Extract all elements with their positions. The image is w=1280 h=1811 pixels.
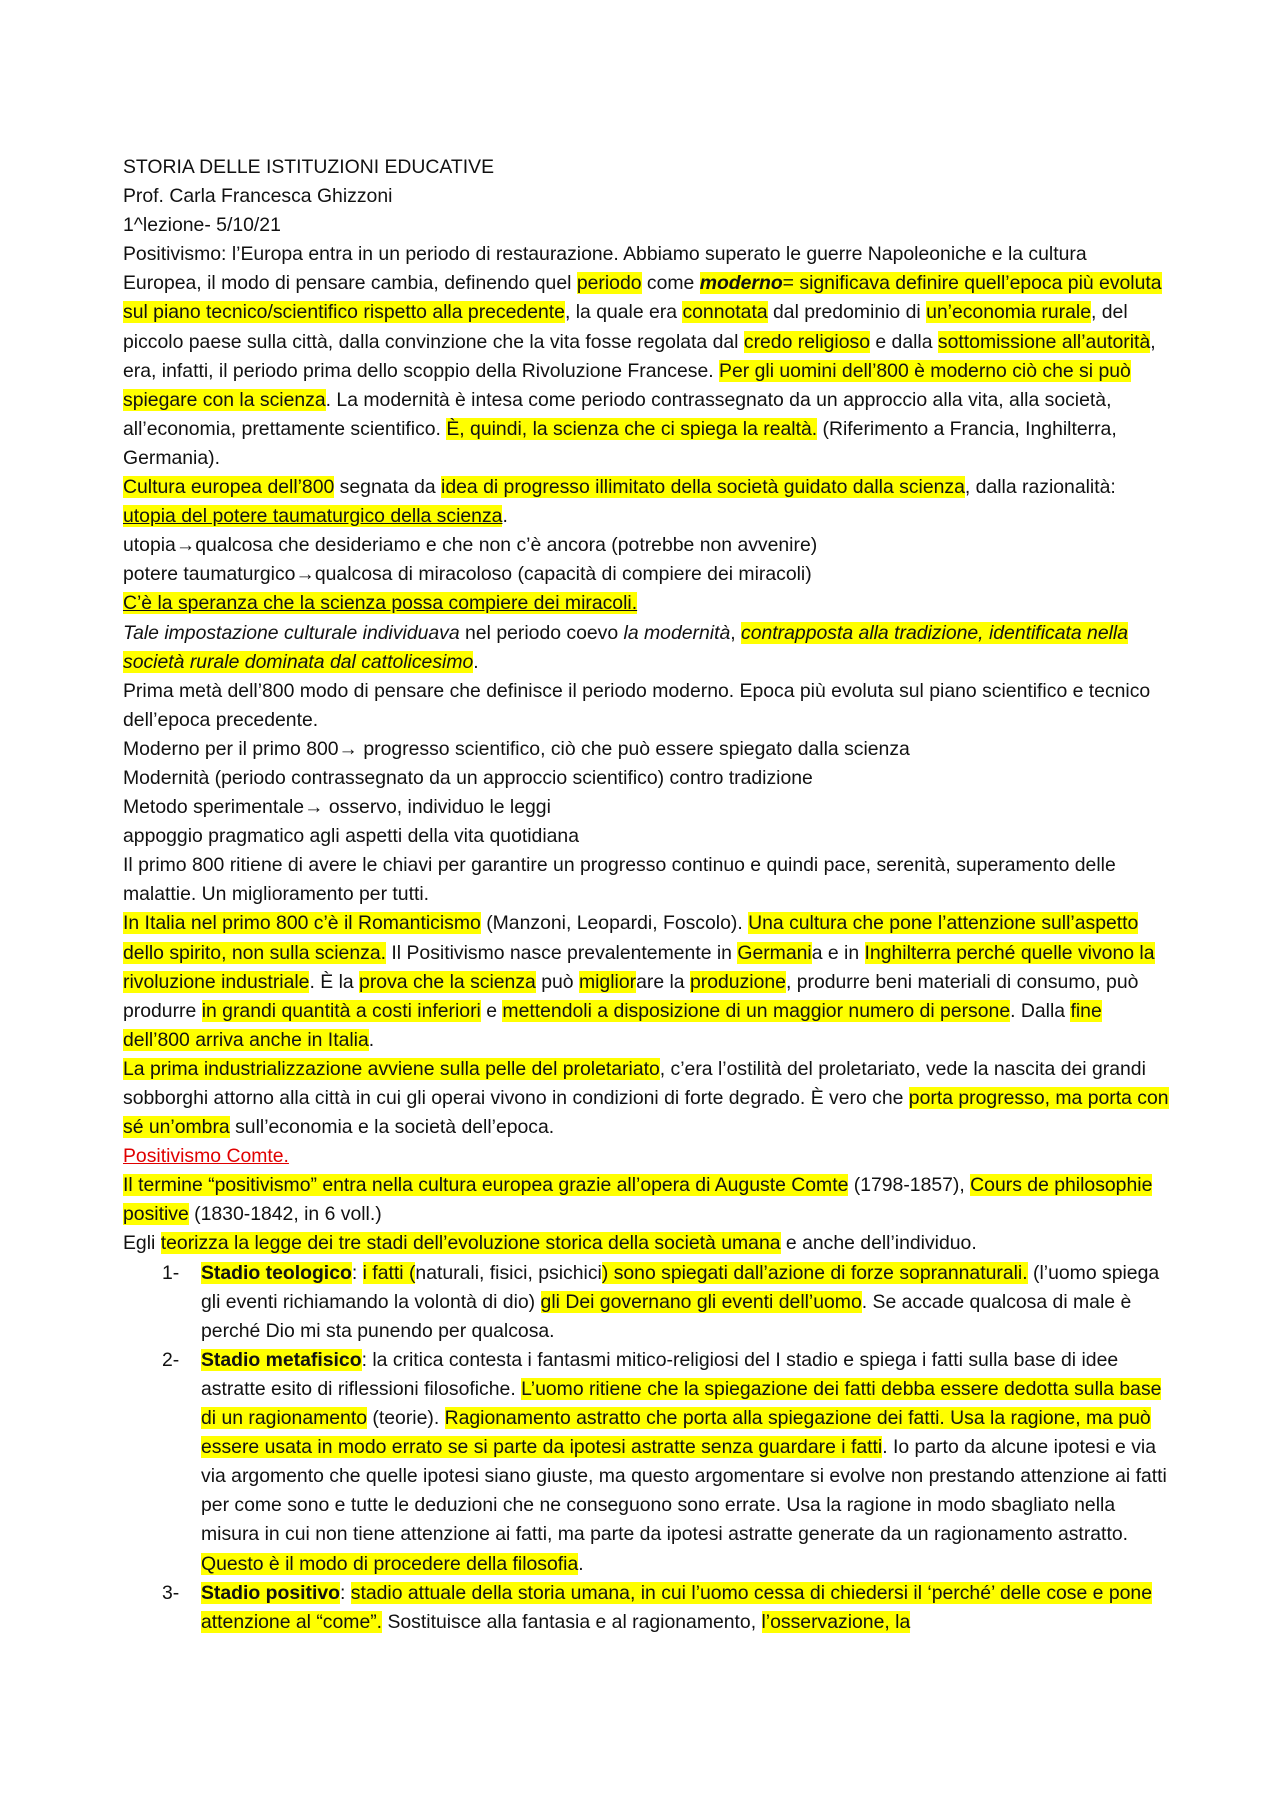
line-modernita-tradizione: Modernità (periodo contrassegnato da un approccio scientifico) contro tradizione: [123, 766, 813, 789]
line-speranza: C’è la speranza che la scienza possa compiere dei miracoli.: [123, 592, 638, 615]
document-page: [123, 153, 1170, 1637]
line-potere-taumaturgico: potere taumaturgico→qualcosa di miracoloso (capacità di compiere dei miracoli): [123, 563, 812, 586]
list-item-stadio-metafisico: 2- Stadio metafisico: la critica contesta i fantasmi mitico-religiosi del I stadio e spiega i fatti sulla base di idee astratte esito di riflessioni filosofiche. L’uomo ritiene che la spiegazione dei fatti debba essere dedotta sulla base di un ragionamento (teorie). Ragionamento astratto che porta alla spiegazione dei fatti. Usa la ragione, ma può essere usata in modo errato se si parte da ipotesi astratte senza guardare i fatti. Io parto da alcune ipotesi e via via argomento che quelle ipotesi siano giuste, ma questo argomentare si evolve non prestando attenzione ai fatti per come sono e tutte le deduzioni che ne conseguono sono errate. Usa la ragione in modo sbagliato nella misura in cui non tiene attenzione ai fatti, ma parte da ipotesi astratte generate da un ragionamento astratto. Questo è il modo di procedere della filosofia.: [162, 1348, 1167, 1575]
paragraph-industrializzazione: La prima industrializzazione avviene sulla pelle del proletariato, c’era l’ostilità del proletariato, vede la nascita dei grandi sobborghi attorno alla città in cui gli operai vivono in condizioni di forte degrado. È vero che porta progresso, ma porta con sé un’ombra sull’economia e la società dell’epoca.: [123, 1057, 1169, 1139]
professor-name: Prof. Carla Francesca Ghizzoni: [123, 185, 393, 208]
line-appoggio-pragmatico: appoggio pragmatico agli aspetti della vita quotidiana: [123, 825, 579, 848]
paragraph-romanticismo: In Italia nel primo 800 c’è il Romanticismo (Manzoni, Leopardi, Foscolo). Una cultura che pone l’attenzione sull’aspetto dello spirito, non sulla scienza. Il Positivismo nasce prevalentemente in Germania e in Inghilterra perché quelle vivono la rivoluzione industriale. È la prova che la scienza può migliorare la produzione, produrre beni materiali di consumo, può produrre in grandi quantità a costi inferiori e mettendoli a disposizione di un maggior numero di persone. Dalla fine dell’800 arriva anche in Italia.: [123, 912, 1155, 1051]
paragraph-positivismo: Positivismo: l’Europa entra in un periodo di restaurazione. Abbiamo superato le guerre Napoleoniche e la cultura Europea, il modo di pensare cambia, definendo quel periodo come moderno= significava definire quell’epoca più evoluta sul piano tecnico/scientifico rispetto alla precedente, la quale era connotata dal predominio di un’economia rurale, del piccolo paese sulla città, dalla convinzione che la vita fosse regolata dal credo religioso e dalla sottomissione all’autorità, era, infatti, il periodo prima dello scoppio della Rivoluzione Francese. Per gli uomini dell’800 è moderno ciò che si può spiegare con la scienza. La modernità è intesa come periodo contrassegnato da un approccio alla vita, alla società, all’economia, prettamente scientifico. È, quindi, la scienza che ci spiega la realtà. (Riferimento a Francia, Inghilterra, Germania).: [123, 243, 1162, 469]
list-item-stadio-positivo: 3- Stadio positivo: stadio attuale della storia umana, in cui l’uomo cessa di chiedersi il ‘perché’ delle cose e pone attenzione al “come”. Sostituisce alla fantasia e al ragionamento, l’osservazione, la: [162, 1581, 1152, 1633]
paragraph-prima-meta: Prima metà dell’800 modo di pensare che definisce il periodo moderno. Epoca più evoluta sul piano scientifico e tecnico dell’epoca precedente.: [123, 679, 1151, 731]
line-moderno: Moderno per il primo 800→ progresso scientifico, ciò che può essere spiegato dalla scienza: [123, 737, 910, 760]
lesson-date: 1^lezione- 5/10/21: [123, 214, 281, 237]
paragraph-cultura-europea: Cultura europea dell’800 segnata da idea di progresso illimitato della società guidato dalla scienza, dalla razionalità: utopia del potere taumaturgico della scienza.: [123, 476, 1116, 528]
line-metodo-sperimentale: Metodo sperimentale→ osservo, individuo le leggi: [123, 796, 551, 819]
paragraph-tre-stadi: Egli teorizza la legge dei tre stadi dell’evoluzione storica della società umana e anche dell’individuo.: [123, 1232, 977, 1255]
paragraph-modernita: Tale impostazione culturale individuava nel periodo coevo la modernità, contrapposta alla tradizione, identificata nella società rurale dominata dal cattolicesimo.: [123, 621, 1129, 673]
line-utopia: utopia→qualcosa che desideriamo e che non c’è ancora (potrebbe non avvenire): [123, 534, 818, 557]
list-item-stadio-teologico: 1- Stadio teologico: i fatti (naturali, fisici, psichici) sono spiegati dall’azione di forze soprannaturali. (l’uomo spiega gli eventi richiamando la volontà di dio) gli Dei governano gli eventi dell’uomo. Se accade qualcosa di male è perché Dio mi sta punendo per qualcosa.: [162, 1261, 1160, 1342]
document-title: STORIA DELLE ISTITUZIONI EDUCATIVE: [123, 156, 495, 178]
stages-list: [123, 1259, 1170, 1637]
paragraph-primo-800: Il primo 800 ritiene di avere le chiavi per garantire un progresso continuo e quindi pace, serenità, superamento delle malattie. Un miglioramento per tutti.: [123, 854, 1116, 906]
paragraph-termine-positivismo: Il termine “positivismo” entra nella cultura europea grazie all’opera di Auguste Comte (1798-1857), Cours de philosophie positive (1830-1842, in 6 voll.): [123, 1174, 1153, 1226]
section-title-comte: Positivismo Comte.: [123, 1145, 289, 1168]
